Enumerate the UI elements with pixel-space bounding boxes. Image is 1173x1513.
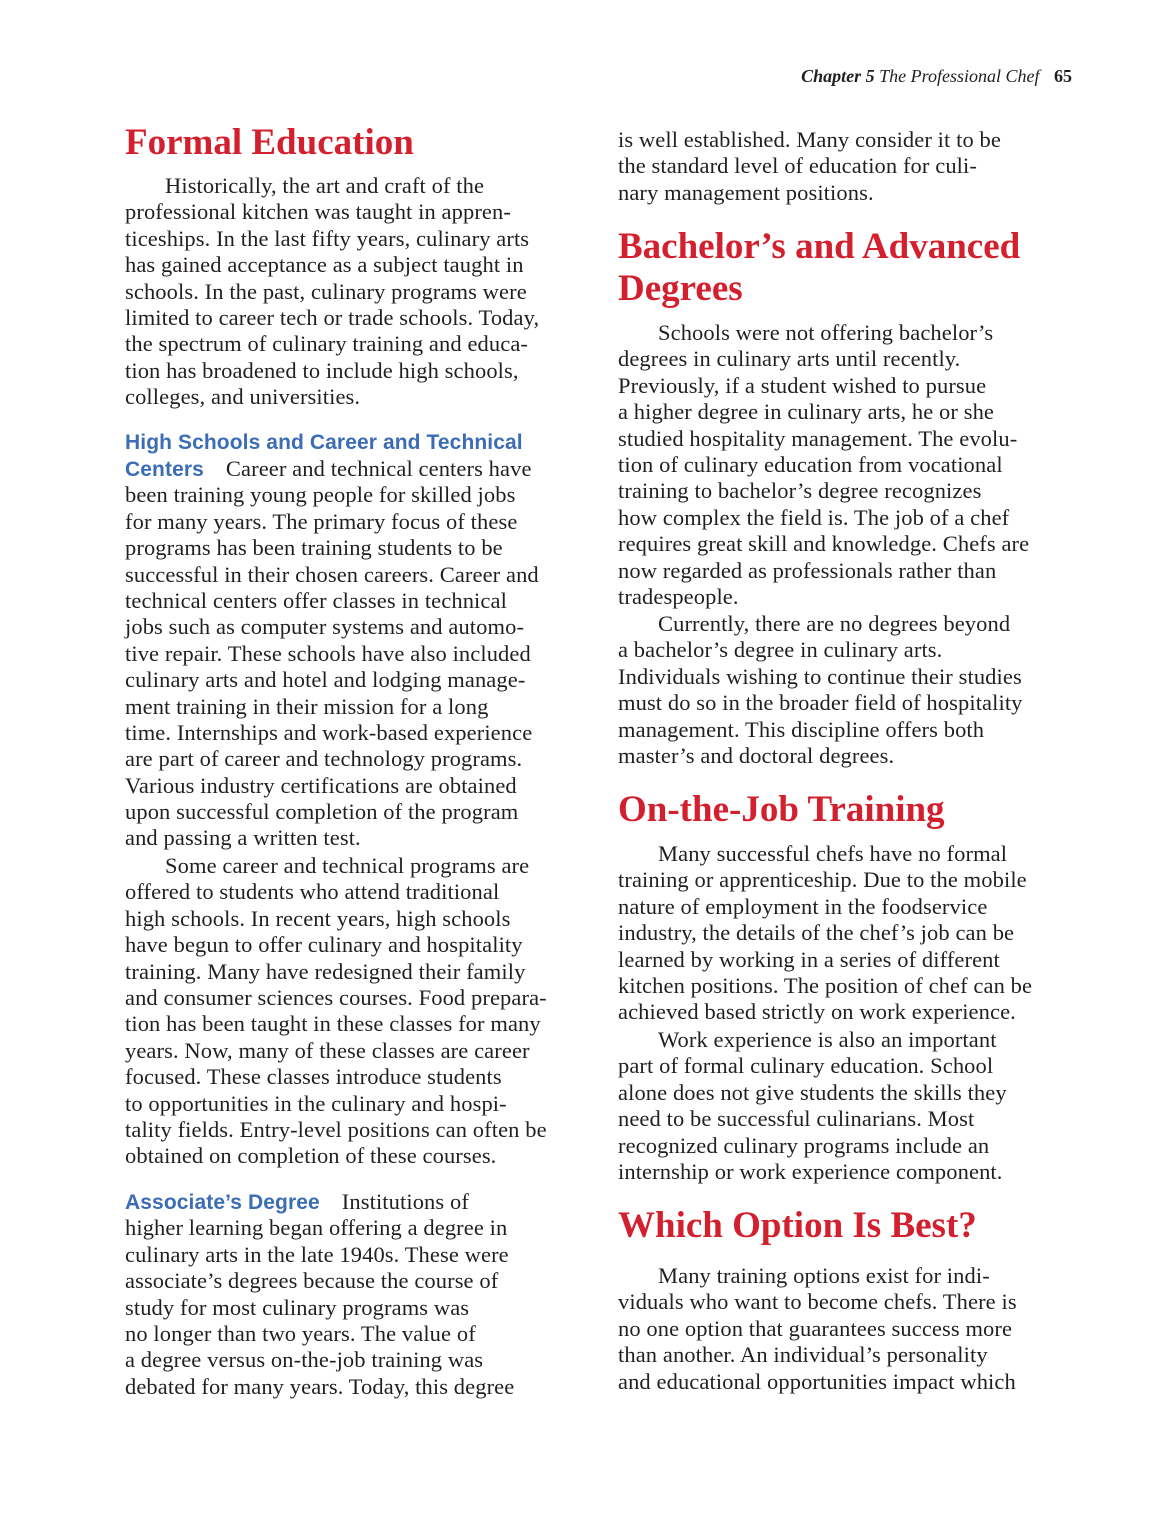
text-line <box>125 1242 514 1268</box>
col1-subhead <box>125 430 523 456</box>
col2-para <box>618 320 1029 610</box>
line-text: internship or work experience component. <box>618 1158 1003 1184</box>
text-line <box>125 1374 514 1400</box>
line-text: jobs such as computer systems and automo- <box>125 614 525 640</box>
line-text: schools. In the past, culinary programs were <box>125 278 527 304</box>
line-text: years. Now, many of these classes are career <box>125 1037 530 1063</box>
line-text: viduals who want to become chefs. There is <box>618 1289 1017 1315</box>
line-text: higher learning began offering a degree in <box>125 1215 508 1241</box>
text-line <box>618 584 1029 610</box>
section-heading <box>618 268 1020 310</box>
text-line <box>618 1159 1007 1185</box>
subsection-heading: Centers <box>125 458 204 481</box>
line-text: alone does not give students the skills they <box>618 1079 1007 1105</box>
line-text: tion has broadened to include high schools, <box>125 357 519 383</box>
line-text: obtained on completion of these courses. <box>125 1143 497 1169</box>
text-line <box>125 509 539 535</box>
line-text: been training young people for skilled jobs <box>125 482 516 508</box>
text-line <box>618 1053 1007 1079</box>
text-line <box>125 1321 514 1347</box>
line-text: time. Internships and work-based experience <box>125 719 533 745</box>
text-line <box>125 1215 514 1241</box>
line-text: successful in their chosen careers. Career and <box>125 561 539 587</box>
text-line <box>125 1011 547 1037</box>
text-line <box>125 1347 514 1373</box>
line-text: limited to career tech or trade schools. Today, <box>125 304 540 330</box>
text-line <box>618 1133 1007 1159</box>
text-line <box>618 127 1001 153</box>
section-heading <box>618 1205 977 1247</box>
text-line <box>618 1106 1007 1132</box>
text-line <box>618 1289 1017 1315</box>
line-text: Formal Education <box>125 122 414 163</box>
line-text: and educational opportunities impact which <box>618 1368 1016 1394</box>
text-line <box>618 153 1001 179</box>
text-line <box>125 720 539 746</box>
text-line <box>125 331 539 357</box>
line-text: a higher degree in culinary arts, he or she <box>618 399 995 425</box>
line-text: Individuals wishing to continue their studies <box>618 663 1022 689</box>
chapter-title: The Professional Chef <box>879 66 1040 86</box>
text-line <box>618 478 1029 504</box>
line-text: industry, the details of the chef’s job can be <box>618 920 1015 946</box>
line-text: the spectrum of culinary training and educa- <box>125 331 528 357</box>
text-line <box>618 452 1029 478</box>
text-line <box>125 614 539 640</box>
line-text: degrees in culinary arts until recently. <box>618 346 961 372</box>
text-line <box>618 531 1029 557</box>
text-line <box>125 694 539 720</box>
line-text: need to be successful culinarians. Most <box>618 1106 975 1132</box>
text-line <box>125 535 539 561</box>
line-text: part of formal culinary education. School <box>618 1053 994 1079</box>
col1-para <box>125 456 539 852</box>
text-line <box>125 1268 514 1294</box>
line-text: how complex the field is. The job of a chef <box>618 504 1010 530</box>
text-line <box>125 906 547 932</box>
text-line <box>618 894 1032 920</box>
col2-para <box>618 1027 1007 1185</box>
line-text: Previously, if a student wished to pursue <box>618 372 987 398</box>
text-line <box>125 799 539 825</box>
line-text: High Schools and Career and Technical <box>125 431 523 454</box>
text-line <box>125 305 539 331</box>
line-text: offered to students who attend traditional <box>125 879 500 905</box>
line-text: a degree versus on-the-job training was <box>125 1347 484 1373</box>
line-text: ment training in their mission for a long <box>125 693 489 719</box>
line-text: Many successful chefs have no formal <box>658 841 1008 866</box>
subsection-heading: Associate’s Degree <box>125 1191 320 1214</box>
text-line <box>125 199 539 225</box>
line-text: upon successful completion of the program <box>125 799 519 825</box>
text-line <box>125 562 539 588</box>
line-text: and consumer sciences courses. Food prepara- <box>125 984 547 1010</box>
page-number: 65 <box>1054 66 1072 86</box>
line-text: focused. These classes introduce students <box>125 1064 502 1090</box>
col1-para <box>125 1189 514 1400</box>
text-line <box>125 1295 514 1321</box>
line-text: learned by working in a series of different <box>618 946 1000 972</box>
line-text: high schools. In recent years, high schools <box>125 905 511 931</box>
text-line <box>618 973 1032 999</box>
text-line <box>618 373 1029 399</box>
line-text: colleges, and universities. <box>125 384 361 410</box>
line-text: have begun to offer culinary and hospitality <box>125 932 523 958</box>
line-text: professional kitchen was taught in appren- <box>125 199 511 225</box>
line-text: to opportunities in the culinary and hospi- <box>125 1090 507 1116</box>
line-text: nature of employment in the foodservice <box>618 893 988 919</box>
text-line <box>125 252 539 278</box>
col2-para <box>618 1263 1017 1395</box>
text-line <box>125 825 539 851</box>
text-line <box>125 226 539 252</box>
text-line <box>618 505 1029 531</box>
text-line <box>618 1369 1017 1395</box>
line-text: Degrees <box>618 268 743 309</box>
line-text: Work experience is also an important <box>658 1027 997 1052</box>
text-line <box>618 637 1023 663</box>
line-text: achieved based strictly on work experience. <box>618 999 1016 1025</box>
text-line <box>618 611 1023 637</box>
running-head <box>801 66 1072 87</box>
text-line <box>125 1091 547 1117</box>
line-text: associate’s degrees because the course of <box>125 1268 499 1294</box>
line-text: Various industry certifications are obtained <box>125 772 517 798</box>
text-line <box>618 867 1032 893</box>
line-text: ticeships. In the last fifty years, culinary arts <box>125 225 530 251</box>
line-text: Historically, the art and craft of the <box>165 173 485 198</box>
section-heading <box>125 122 414 164</box>
col2-heading <box>618 226 1020 310</box>
line-text: training or apprenticeship. Due to the mobile <box>618 867 1027 893</box>
text-line <box>125 456 539 482</box>
line-text: Which Option Is Best? <box>618 1205 977 1246</box>
line-text: is well established. Many consider it to be <box>618 127 1001 152</box>
line-text: the standard level of education for culi- <box>618 153 977 179</box>
text-line <box>125 588 539 614</box>
line-text: study for most culinary programs was <box>125 1294 470 1320</box>
line-text: Many training options exist for indi- <box>658 1263 990 1288</box>
line-text: training to bachelor’s degree recognizes <box>618 478 982 504</box>
line-text: no longer than two years. The value of <box>125 1320 476 1346</box>
col1-heading <box>125 122 414 164</box>
section-heading <box>618 226 1020 268</box>
line-text: nary management positions. <box>618 179 874 205</box>
text-line <box>618 1316 1017 1342</box>
line-text: now regarded as professionals rather than <box>618 557 997 583</box>
text-line <box>125 932 547 958</box>
line-text: no one option that guarantees success more <box>618 1315 1013 1341</box>
line-text: management. This discipline offers both <box>618 716 985 742</box>
text-line <box>125 1189 514 1215</box>
text-line <box>125 853 547 879</box>
line-text: Career and technical centers have <box>225 456 532 481</box>
col2-para <box>618 611 1023 769</box>
line-text: recognized culinary programs include an <box>618 1132 990 1158</box>
text-line <box>125 1064 547 1090</box>
text-line <box>125 1143 547 1169</box>
line-text: programs has been training students to be <box>125 535 503 561</box>
line-text: for many years. The primary focus of these <box>125 508 518 534</box>
line-text: a bachelor’s degree in culinary arts. <box>618 637 943 663</box>
col1-para <box>125 173 539 411</box>
text-line <box>618 1263 1017 1289</box>
line-text: tion of culinary education from vocational <box>618 451 1003 477</box>
text-line <box>618 717 1023 743</box>
text-line <box>618 743 1023 769</box>
line-text: Institutions of <box>341 1189 469 1214</box>
text-line <box>618 1080 1007 1106</box>
line-text: and passing a written test. <box>125 825 361 851</box>
text-line <box>618 1027 1007 1053</box>
text-line <box>618 664 1023 690</box>
chapter-label: Chapter 5 <box>801 66 875 86</box>
line-text: tradespeople. <box>618 583 739 609</box>
col2-para <box>618 841 1032 1026</box>
text-line <box>618 320 1029 346</box>
text-line <box>125 746 539 772</box>
section-heading <box>618 789 945 831</box>
text-line <box>125 482 539 508</box>
text-line <box>618 1342 1017 1368</box>
col1-para <box>125 853 547 1170</box>
text-line <box>125 879 547 905</box>
line-text: tality fields. Entry-level positions can often be <box>125 1116 547 1142</box>
line-text: kitchen positions. The position of chef can be <box>618 972 1033 998</box>
line-text: Bachelor’s and Advanced <box>618 226 1021 267</box>
line-text: Schools were not offering bachelor’s <box>658 320 994 345</box>
line-text: culinary arts and hotel and lodging manage- <box>125 667 526 693</box>
line-text: tive repair. These schools have also included <box>125 640 531 666</box>
text-line <box>125 1117 547 1143</box>
text-line <box>618 180 1001 206</box>
text-line <box>125 1038 547 1064</box>
col2-heading <box>618 789 945 831</box>
text-line <box>125 667 539 693</box>
text-line <box>125 959 547 985</box>
line-text: debated for many years. Today, this degree <box>125 1373 515 1399</box>
line-text: are part of career and technology programs. <box>125 746 523 772</box>
text-line <box>618 690 1023 716</box>
text-line <box>125 384 539 410</box>
text-line <box>125 985 547 1011</box>
line-text: has gained acceptance as a subject taught in <box>125 252 524 278</box>
line-text: training. Many have redesigned their family <box>125 958 526 984</box>
line-text: must do so in the broader field of hospitality <box>618 690 1023 716</box>
line-text: requires great skill and knowledge. Chefs are <box>618 531 1030 557</box>
text-line <box>125 773 539 799</box>
text-line <box>125 358 539 384</box>
line-text: Some career and technical programs are <box>165 853 530 878</box>
text-line <box>618 558 1029 584</box>
text-line <box>618 841 1032 867</box>
text-line <box>618 399 1029 425</box>
line-text: On-the-Job Training <box>618 789 945 830</box>
line-text: Currently, there are no degrees beyond <box>658 611 1011 636</box>
text-line <box>618 426 1029 452</box>
subsection-heading <box>125 430 523 456</box>
text-line <box>125 173 539 199</box>
line-text: technical centers offer classes in technical <box>125 587 507 613</box>
text-line <box>618 947 1032 973</box>
line-text: tion has been taught in these classes for many <box>125 1011 541 1037</box>
col2-cont <box>618 127 1001 206</box>
text-line <box>618 346 1029 372</box>
col2-heading <box>618 1205 977 1247</box>
line-text: master’s and doctoral degrees. <box>618 742 895 768</box>
text-line <box>125 641 539 667</box>
text-line <box>618 920 1032 946</box>
line-text: culinary arts in the late 1940s. These were <box>125 1241 509 1267</box>
line-text: studied hospitality management. The evolu- <box>618 425 1018 451</box>
line-text: than another. An individual’s personality <box>618 1342 988 1368</box>
text-line <box>125 279 539 305</box>
text-line <box>618 999 1032 1025</box>
